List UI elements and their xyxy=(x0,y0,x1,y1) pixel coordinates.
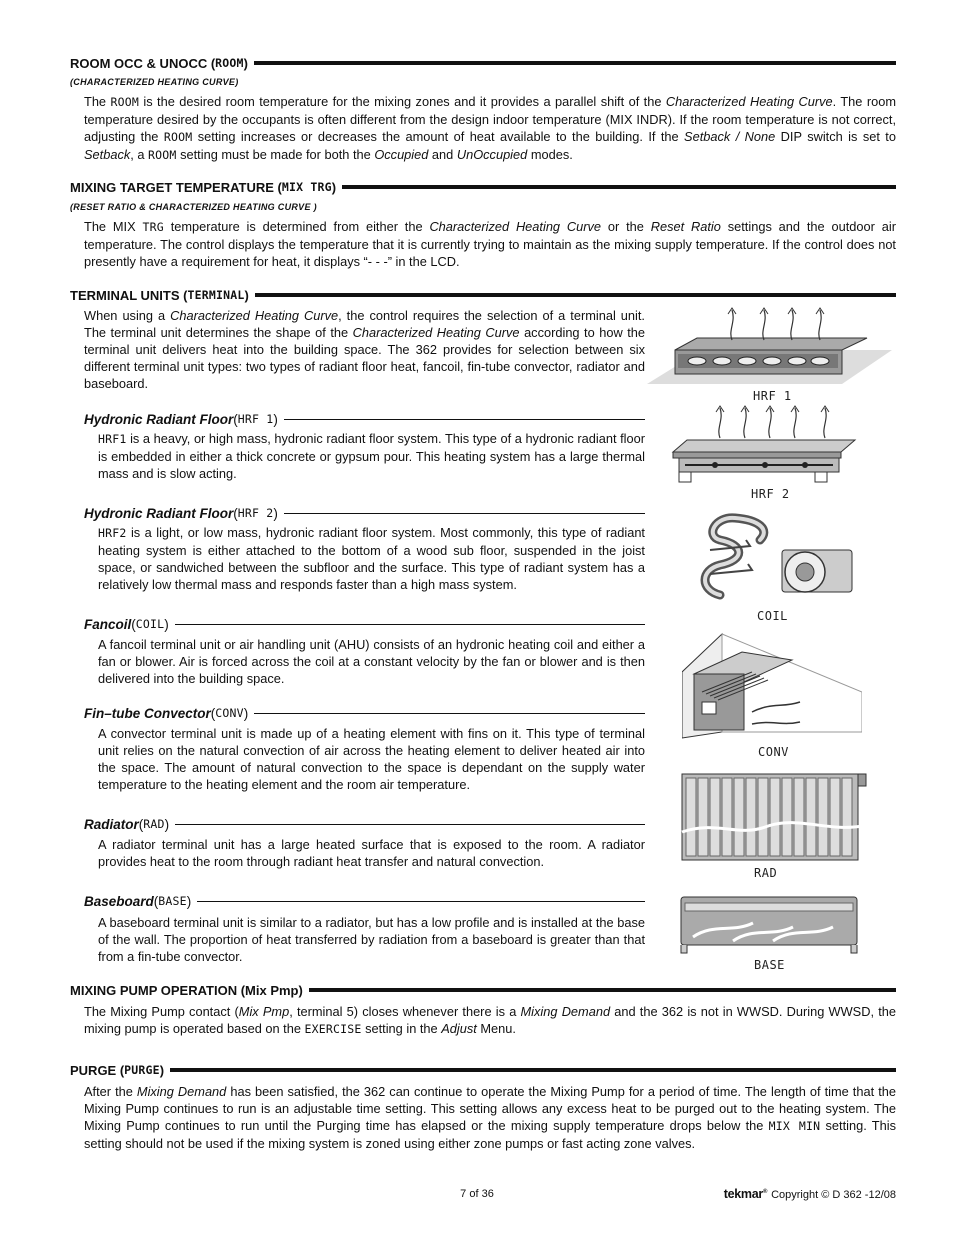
baseboard-illustration xyxy=(673,893,861,957)
figure-label-hrf2: HRF 2 xyxy=(751,487,790,501)
subheading-rule xyxy=(284,419,645,420)
coil-paragraph: A fancoil terminal unit or air handling unit (AHU) consists of an hydronic heating coil and either a fan or blower. Air is forced across the coil at a constant velocity by the fan or blower and is then delivered into the building space. xyxy=(98,637,645,686)
heading-close: ) xyxy=(243,55,249,71)
heading-rule xyxy=(255,293,896,297)
subheading-rule xyxy=(197,901,645,902)
copyright-text: Copyright © D 362 -12/08 xyxy=(771,1189,896,1202)
figure-label-hrf1: HRF 1 xyxy=(753,389,792,403)
section-heading-terminal: TERMINAL UNITS ( TERMINAL ) xyxy=(70,286,896,304)
base-paragraph: A baseboard terminal unit is similar to a radiator, but has a low profile and is installed at the base of the wall. The proportion of heat transferred by radiation from a baseboard is greater than that from a fin-tube convector. xyxy=(98,915,645,964)
figure-label-base: BASE xyxy=(754,958,785,972)
heading-lcd: ROOM xyxy=(215,55,244,70)
subheading-rule xyxy=(175,624,645,625)
room-paragraph: The ROOM is the desired room temperature for the mixing zones and it provides a parallel shift of the Characterized Heating Curve. The room temperature desired by the occupants is often different from the design indoor temperature (MIX INDR). If the room temperature is not correct, adjusting the ROOM setting increases or decreases the amount of heat available to the building. If the Setback / None DIP switch is set to Setback, a ROOM setting must be made for both the Occupied and UnOccupied modes. xyxy=(84,94,896,162)
radiator-illustration xyxy=(678,770,868,863)
figure-label-conv: CONV xyxy=(758,745,789,759)
hrf1-floor-illustration xyxy=(642,306,892,388)
subsection-heading-rad: Radiator ( RAD ) xyxy=(84,815,645,833)
footer-copyright xyxy=(724,1184,896,1204)
section-heading-purge: PURGE ( PURGE ) xyxy=(70,1061,896,1079)
subheading-rule xyxy=(175,824,645,825)
subsection-heading-hrf2: Hydronic Radiant Floor ( HRF 2 ) xyxy=(84,504,645,522)
subsection-heading-conv: Fin–tube Convector ( CONV ) xyxy=(84,704,645,722)
heading-rule xyxy=(254,61,896,65)
subheading-rule xyxy=(284,513,645,514)
section-subheading-room: (CHARACTERIZED HEATING CURVE) xyxy=(70,77,239,87)
section-subheading-mix-trg: (RESET RATIO & CHARACTERIZED HEATING CURVE ) xyxy=(70,202,317,212)
heading-rule xyxy=(170,1068,896,1072)
heading-rule xyxy=(342,185,896,189)
section-heading-room xyxy=(70,54,896,72)
terminal-paragraph: When using a Characterized Heating Curve, the control requires the selection of a terminal unit. The terminal unit determines the shape of the Characterized Heating Curve according to how the terminal unit delivers heat into the building space. The 362 provides for selection between six different terminal unit types: two types of radiant floor heat, fancoil, fin-tube convector, radiator and baseboard. xyxy=(84,308,645,391)
mix-pmp-paragraph: The Mixing Pump contact (Mix Pmp, terminal 5) closes whenever there is a Mixing Demand and the 362 is not in WWSD. During WWSD, the mixing pump is operated based on the EXERCISE setting in the Adjust Menu. xyxy=(84,1004,896,1036)
subsection-heading-base: Baseboard ( BASE ) xyxy=(84,892,645,910)
conv-paragraph: A convector terminal unit is made up of a heating element with fins on it. This type of terminal unit relies on the natural convection of air across the heating element to deliver heated air into the space. The amount of natural convection to the space is dependant on the supply water temperature to the heating element and the room air temperature. xyxy=(98,726,645,792)
heading-rule xyxy=(309,988,896,992)
figure-label-rad: RAD xyxy=(754,866,778,880)
mix-trg-paragraph: The MIX TRG temperature is determined from either the Characterized Heating Curve or the Reset Ratio settings and the outdoor air temperature. The control displays the temperature that it is currently trying to maintain as the mixing supply temperature. If the control does not presently have a requirement for heat, it displays “- - -” in the LCD. xyxy=(84,219,896,269)
subheading-rule xyxy=(254,713,645,714)
hrf2-floor-illustration xyxy=(665,400,865,484)
heading-text: ROOM OCC & UNOCC ( xyxy=(70,55,216,71)
subsection-heading-coil: Fancoil ( COIL ) xyxy=(84,615,645,633)
subsection-heading-hrf1: Hydronic Radiant Floor ( HRF 1 ) xyxy=(84,410,645,428)
fancoil-illustration xyxy=(690,510,860,605)
page-number: 7 of 36 xyxy=(460,1188,494,1200)
tekmar-logo: tekmar® xyxy=(723,1187,768,1202)
convector-illustration xyxy=(682,632,862,740)
hrf2-paragraph: HRF2 is a light, or low mass, hydronic radiant floor system. Most commonly, this type of radiant heating system is either attached to the bottom of a wood sub floor, suspended in the joist space, or sandwiched between the subfloor and the surface. This type of radiant system has a relatively low thermal mass and responds faster than a high mass system. xyxy=(98,525,645,592)
section-heading-mix-pmp: MIXING PUMP OPERATION (Mix Pmp) xyxy=(70,981,896,999)
rad-paragraph: A radiator terminal unit has a large heated surface that is exposed to the room. A radiator provides heat to the room through radiant heat transfer and natural convection. xyxy=(98,837,645,869)
figure-label-coil: COIL xyxy=(757,609,788,623)
purge-paragraph: After the Mixing Demand has been satisfied, the 362 can continue to operate the Mixing Pump for a period of time. The length of time that the Mixing Pump continues to run is an adjustable time setting. This setting allows any excess heat to be purged out to the heating system. The Mixing Pump continues to run until the Purging time has elapsed or the mixing supply temperature drops below the MIX MIN setting. This setting should not be used if the mixing system is zoned using either zone pumps or fast acting zone valves. xyxy=(84,1084,896,1151)
hrf1-paragraph: HRF1 is a heavy, or high mass, hydronic radiant floor system. This type of a hydronic radiant floor is embedded in either a thick concrete or gypsum pour. This heating system has a large thermal mass and is slow acting. xyxy=(98,431,645,481)
section-heading-mix-trg: MIXING TARGET TEMPERATURE ( MIX TRG ) xyxy=(70,178,896,196)
